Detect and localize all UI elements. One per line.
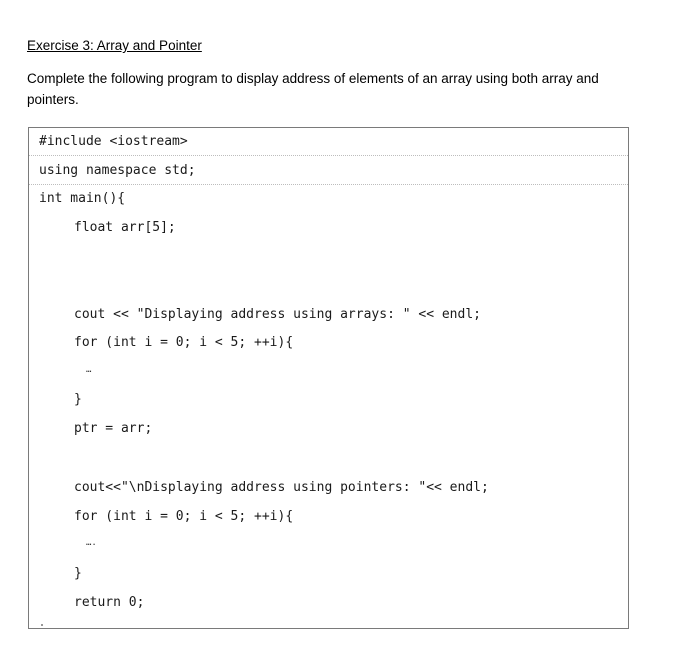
exercise-heading: Exercise 3: Array and Pointer [27, 38, 202, 53]
code-return-statement: return 0; [74, 595, 145, 610]
code-cout-arrays: cout << "Displaying address using arrays: " << endl; [74, 307, 481, 322]
corner-mark [41, 624, 43, 626]
code-include: #include <iostream> [39, 134, 188, 149]
code-array-declaration: float arr[5]; [74, 220, 176, 235]
code-box [28, 127, 629, 629]
code-placeholder-pointers: …. [86, 538, 97, 548]
code-for-loop-arrays: for (int i = 0; i < 5; ++i){ [74, 335, 294, 350]
code-cout-pointers: cout<<"\nDisplaying address using pointers: "<< endl; [74, 480, 489, 495]
code-using-namespace: using namespace std; [39, 163, 196, 178]
code-placeholder-arrays: … [86, 365, 92, 375]
line-separator [29, 184, 628, 185]
code-close-brace-pointers: } [74, 566, 82, 581]
code-main-declaration: int main(){ [39, 191, 126, 206]
code-for-loop-pointers: for (int i = 0; i < 5; ++i){ [74, 509, 294, 524]
code-pointer-assign: ptr = arr; [74, 421, 153, 436]
code-close-brace-arrays: } [74, 392, 82, 407]
line-separator [29, 155, 628, 156]
exercise-instructions: Complete the following program to display address of elements of an array using both array and pointers. [27, 71, 599, 107]
